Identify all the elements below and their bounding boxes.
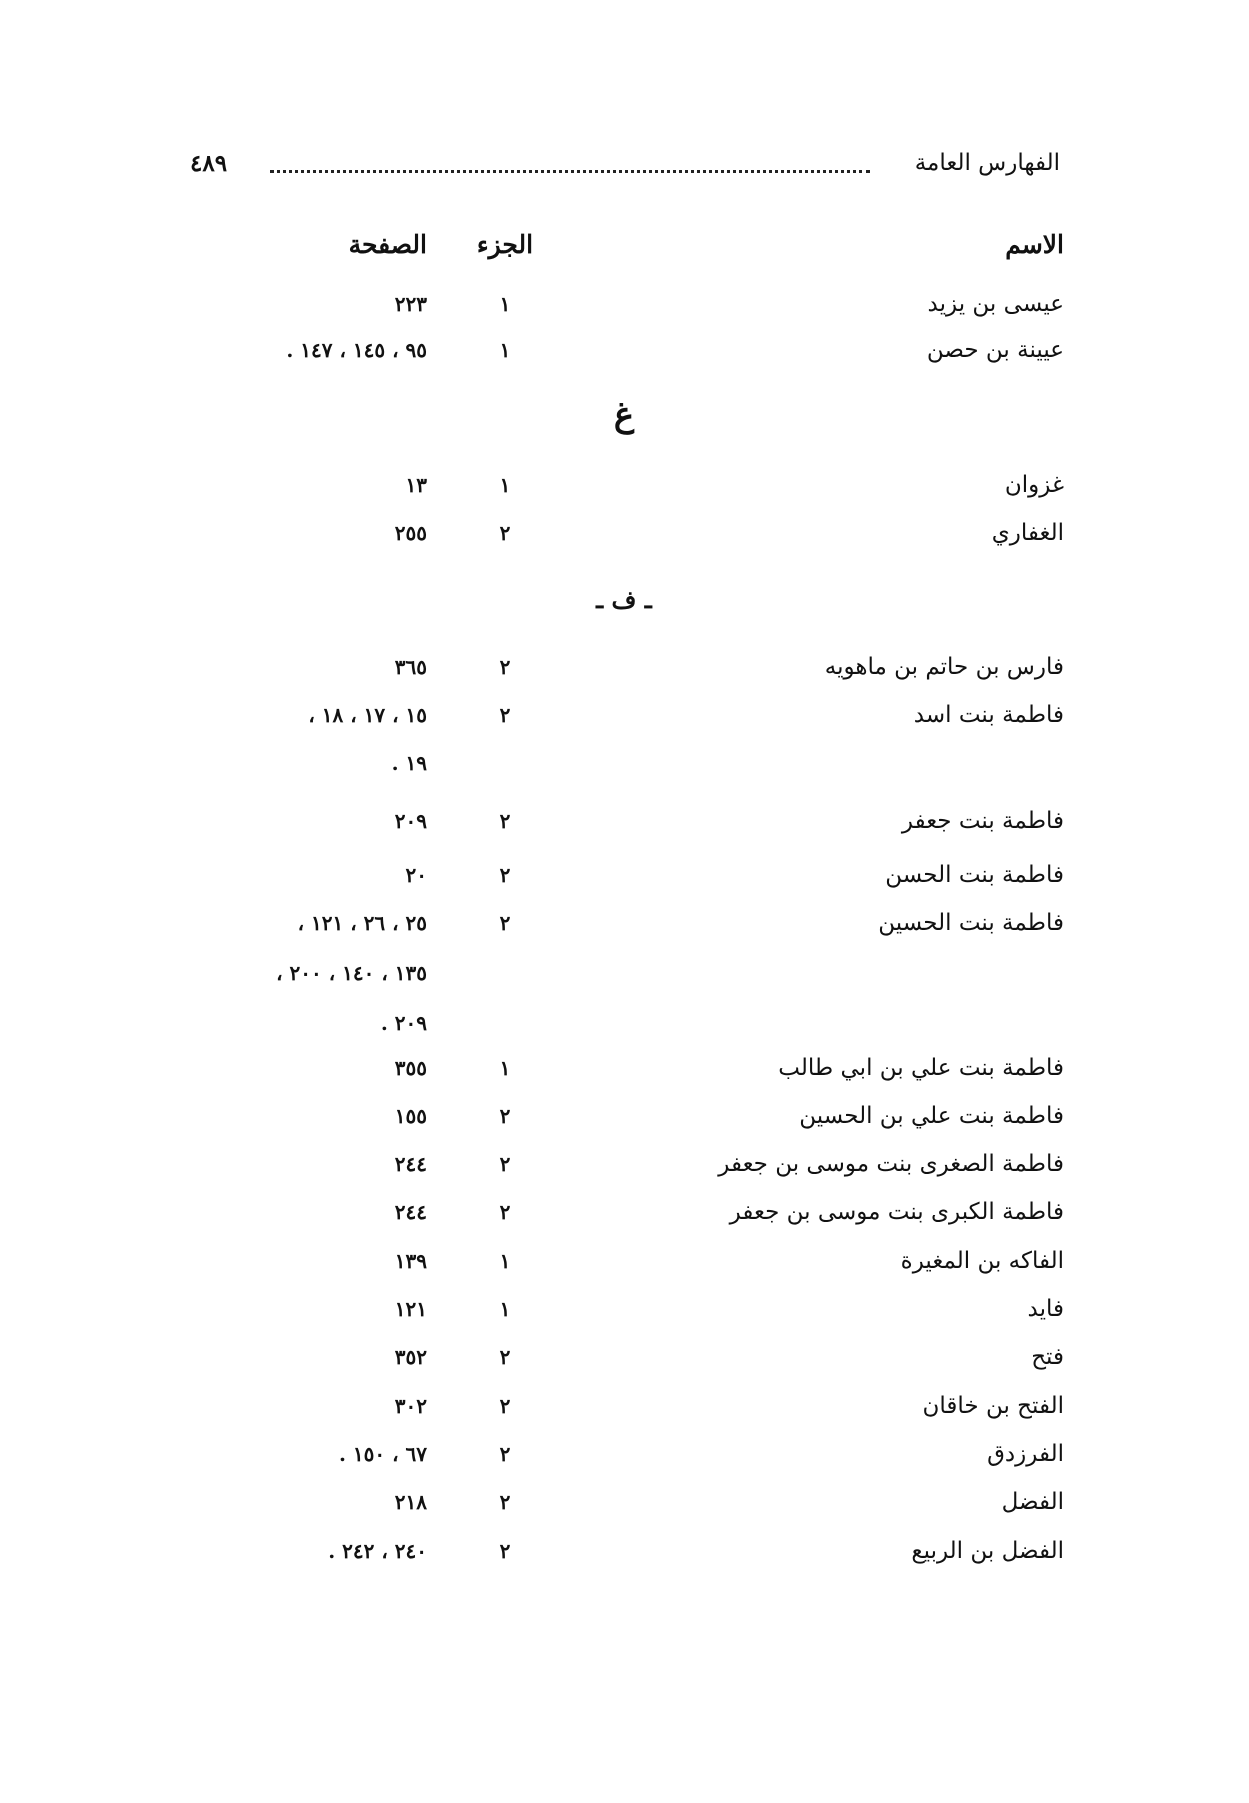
entry-name: عيينة بن حصن — [926, 337, 1064, 363]
entry-name: الفتح بن خاقان — [922, 1393, 1064, 1419]
entry-name: الفاكه بن المغيرة — [900, 1248, 1064, 1274]
entry-part: ٢ — [499, 863, 511, 887]
column-header-name: الاسم — [1005, 230, 1064, 259]
entry-name: فارس بن حاتم بن ماهويه — [824, 654, 1064, 680]
entry-part: ٢ — [499, 1490, 511, 1514]
entry-pages: ٢٤٤ — [394, 1152, 427, 1176]
index-entry-continuation — [0, 1008, 1249, 1052]
entry-pages: ٦٧ ، ١٥٠ . — [338, 1442, 427, 1466]
entry-part: ٢ — [499, 809, 511, 833]
entry-pages: ٢١٨ — [394, 1490, 427, 1514]
entry-pages: ٣٥٢ — [394, 1345, 427, 1369]
index-entry — [0, 1439, 1249, 1483]
index-entry — [0, 335, 1249, 379]
entry-pages: ١٢١ — [394, 1297, 427, 1321]
entry-part: ١ — [499, 473, 511, 497]
index-entry — [0, 470, 1249, 514]
index-entry — [0, 1197, 1249, 1241]
entry-part: ٢ — [499, 1104, 511, 1128]
index-entry — [0, 289, 1249, 333]
index-entry — [0, 1342, 1249, 1386]
entry-part: ٢ — [499, 1345, 511, 1369]
entry-part: ١ — [499, 1056, 511, 1080]
entry-pages: ٢٢٣ — [394, 292, 427, 316]
index-entry — [0, 1487, 1249, 1531]
entry-pages: ٣٠٢ — [394, 1394, 427, 1418]
entry-pages: ١٥٥ — [394, 1104, 427, 1128]
entry-pages: ٢٠٩ . — [380, 1011, 427, 1035]
index-entry — [0, 1246, 1249, 1290]
index-entry — [0, 860, 1249, 904]
entry-part: ١ — [499, 1249, 511, 1273]
entry-part: ١ — [499, 292, 511, 316]
entry-part: ٢ — [499, 1200, 511, 1224]
entry-name: غزوان — [1004, 472, 1064, 498]
entry-pages: ١٩ . — [391, 751, 427, 775]
entry-name: فاطمة بنت اسد — [913, 702, 1064, 728]
entry-pages: ٣٦٥ — [394, 655, 427, 679]
entry-part: ٢ — [499, 655, 511, 679]
entry-name: فاطمة بنت علي بن الحسين — [799, 1103, 1064, 1129]
index-entry — [0, 1391, 1249, 1435]
entry-part: ٢ — [499, 1442, 511, 1466]
entry-pages: ٢٤٠ ، ٢٤٢ . — [328, 1539, 427, 1563]
index-entry — [0, 518, 1249, 562]
entry-name: فاطمة بنت الحسن — [885, 862, 1064, 888]
section-letter-fa: ـ ف ـ — [596, 585, 652, 614]
section-letter-ghain: غ — [613, 395, 635, 435]
entry-name: فايد — [1027, 1296, 1064, 1322]
index-entry — [0, 700, 1249, 744]
entry-part: ١ — [499, 1297, 511, 1321]
entry-pages: ٢٤٤ — [394, 1200, 427, 1224]
entry-pages: ١٣٩ — [394, 1249, 427, 1273]
dotted-leader — [270, 170, 870, 173]
entry-name: فاطمة الصغرى بنت موسى بن جعفر — [718, 1151, 1064, 1177]
entry-name: فاطمة بنت الحسين — [878, 910, 1064, 936]
entry-name: الفضل — [1001, 1489, 1064, 1515]
entry-name: فاطمة بنت جعفر — [901, 808, 1064, 834]
entry-pages: ٢٠ — [405, 863, 427, 887]
entry-name: عيسى بن يزيد — [927, 291, 1064, 317]
entry-name: الفرزدق — [987, 1441, 1064, 1467]
entry-part: ٢ — [499, 1152, 511, 1176]
entry-name: الغفاري — [991, 520, 1064, 546]
running-header — [190, 150, 1060, 186]
column-header-row — [0, 230, 1249, 274]
page-number: ٤٨٩ — [190, 150, 228, 177]
entry-pages: ٢٠٩ — [394, 809, 427, 833]
index-entry — [0, 652, 1249, 696]
entry-pages: ١٥ ، ١٧ ، ١٨ ، — [308, 703, 427, 727]
column-header-pages: الصفحة — [348, 230, 427, 259]
entry-name: الفضل بن الربيع — [911, 1538, 1064, 1564]
index-entry-continuation — [0, 958, 1249, 1002]
entry-pages: ٢٥ ، ٢٦ ، ١٢١ ، — [297, 911, 427, 935]
entry-pages: ١٣٥ ، ١٤٠ ، ٢٠٠ ، — [276, 961, 427, 985]
entry-part: ٢ — [499, 1539, 511, 1563]
entry-part: ٢ — [499, 521, 511, 545]
entry-part: ٢ — [499, 1394, 511, 1418]
entry-pages: ٣٥٥ — [394, 1056, 427, 1080]
entry-pages: ١٣ — [405, 473, 427, 497]
index-entry — [0, 908, 1249, 952]
entry-part: ٢ — [499, 703, 511, 727]
entry-part: ٢ — [499, 911, 511, 935]
entry-pages: ٩٥ ، ١٤٥ ، ١٤٧ . — [286, 338, 427, 362]
index-entry — [0, 1101, 1249, 1145]
entry-name: فاطمة بنت علي بن ابي طالب — [778, 1055, 1064, 1081]
entry-name: فتح — [1031, 1344, 1064, 1370]
index-entry — [0, 1053, 1249, 1097]
index-entry-continuation — [0, 748, 1249, 792]
index-entry — [0, 1294, 1249, 1338]
entry-name: فاطمة الكبرى بنت موسى بن جعفر — [729, 1199, 1064, 1225]
running-header-title: الفهارس العامة — [914, 150, 1060, 176]
column-header-part: الجزء — [476, 230, 534, 259]
index-entry — [0, 1149, 1249, 1193]
index-entry — [0, 806, 1249, 850]
entry-pages: ٢٥٥ — [394, 521, 427, 545]
entry-part: ١ — [499, 338, 511, 362]
index-entry — [0, 1536, 1249, 1580]
